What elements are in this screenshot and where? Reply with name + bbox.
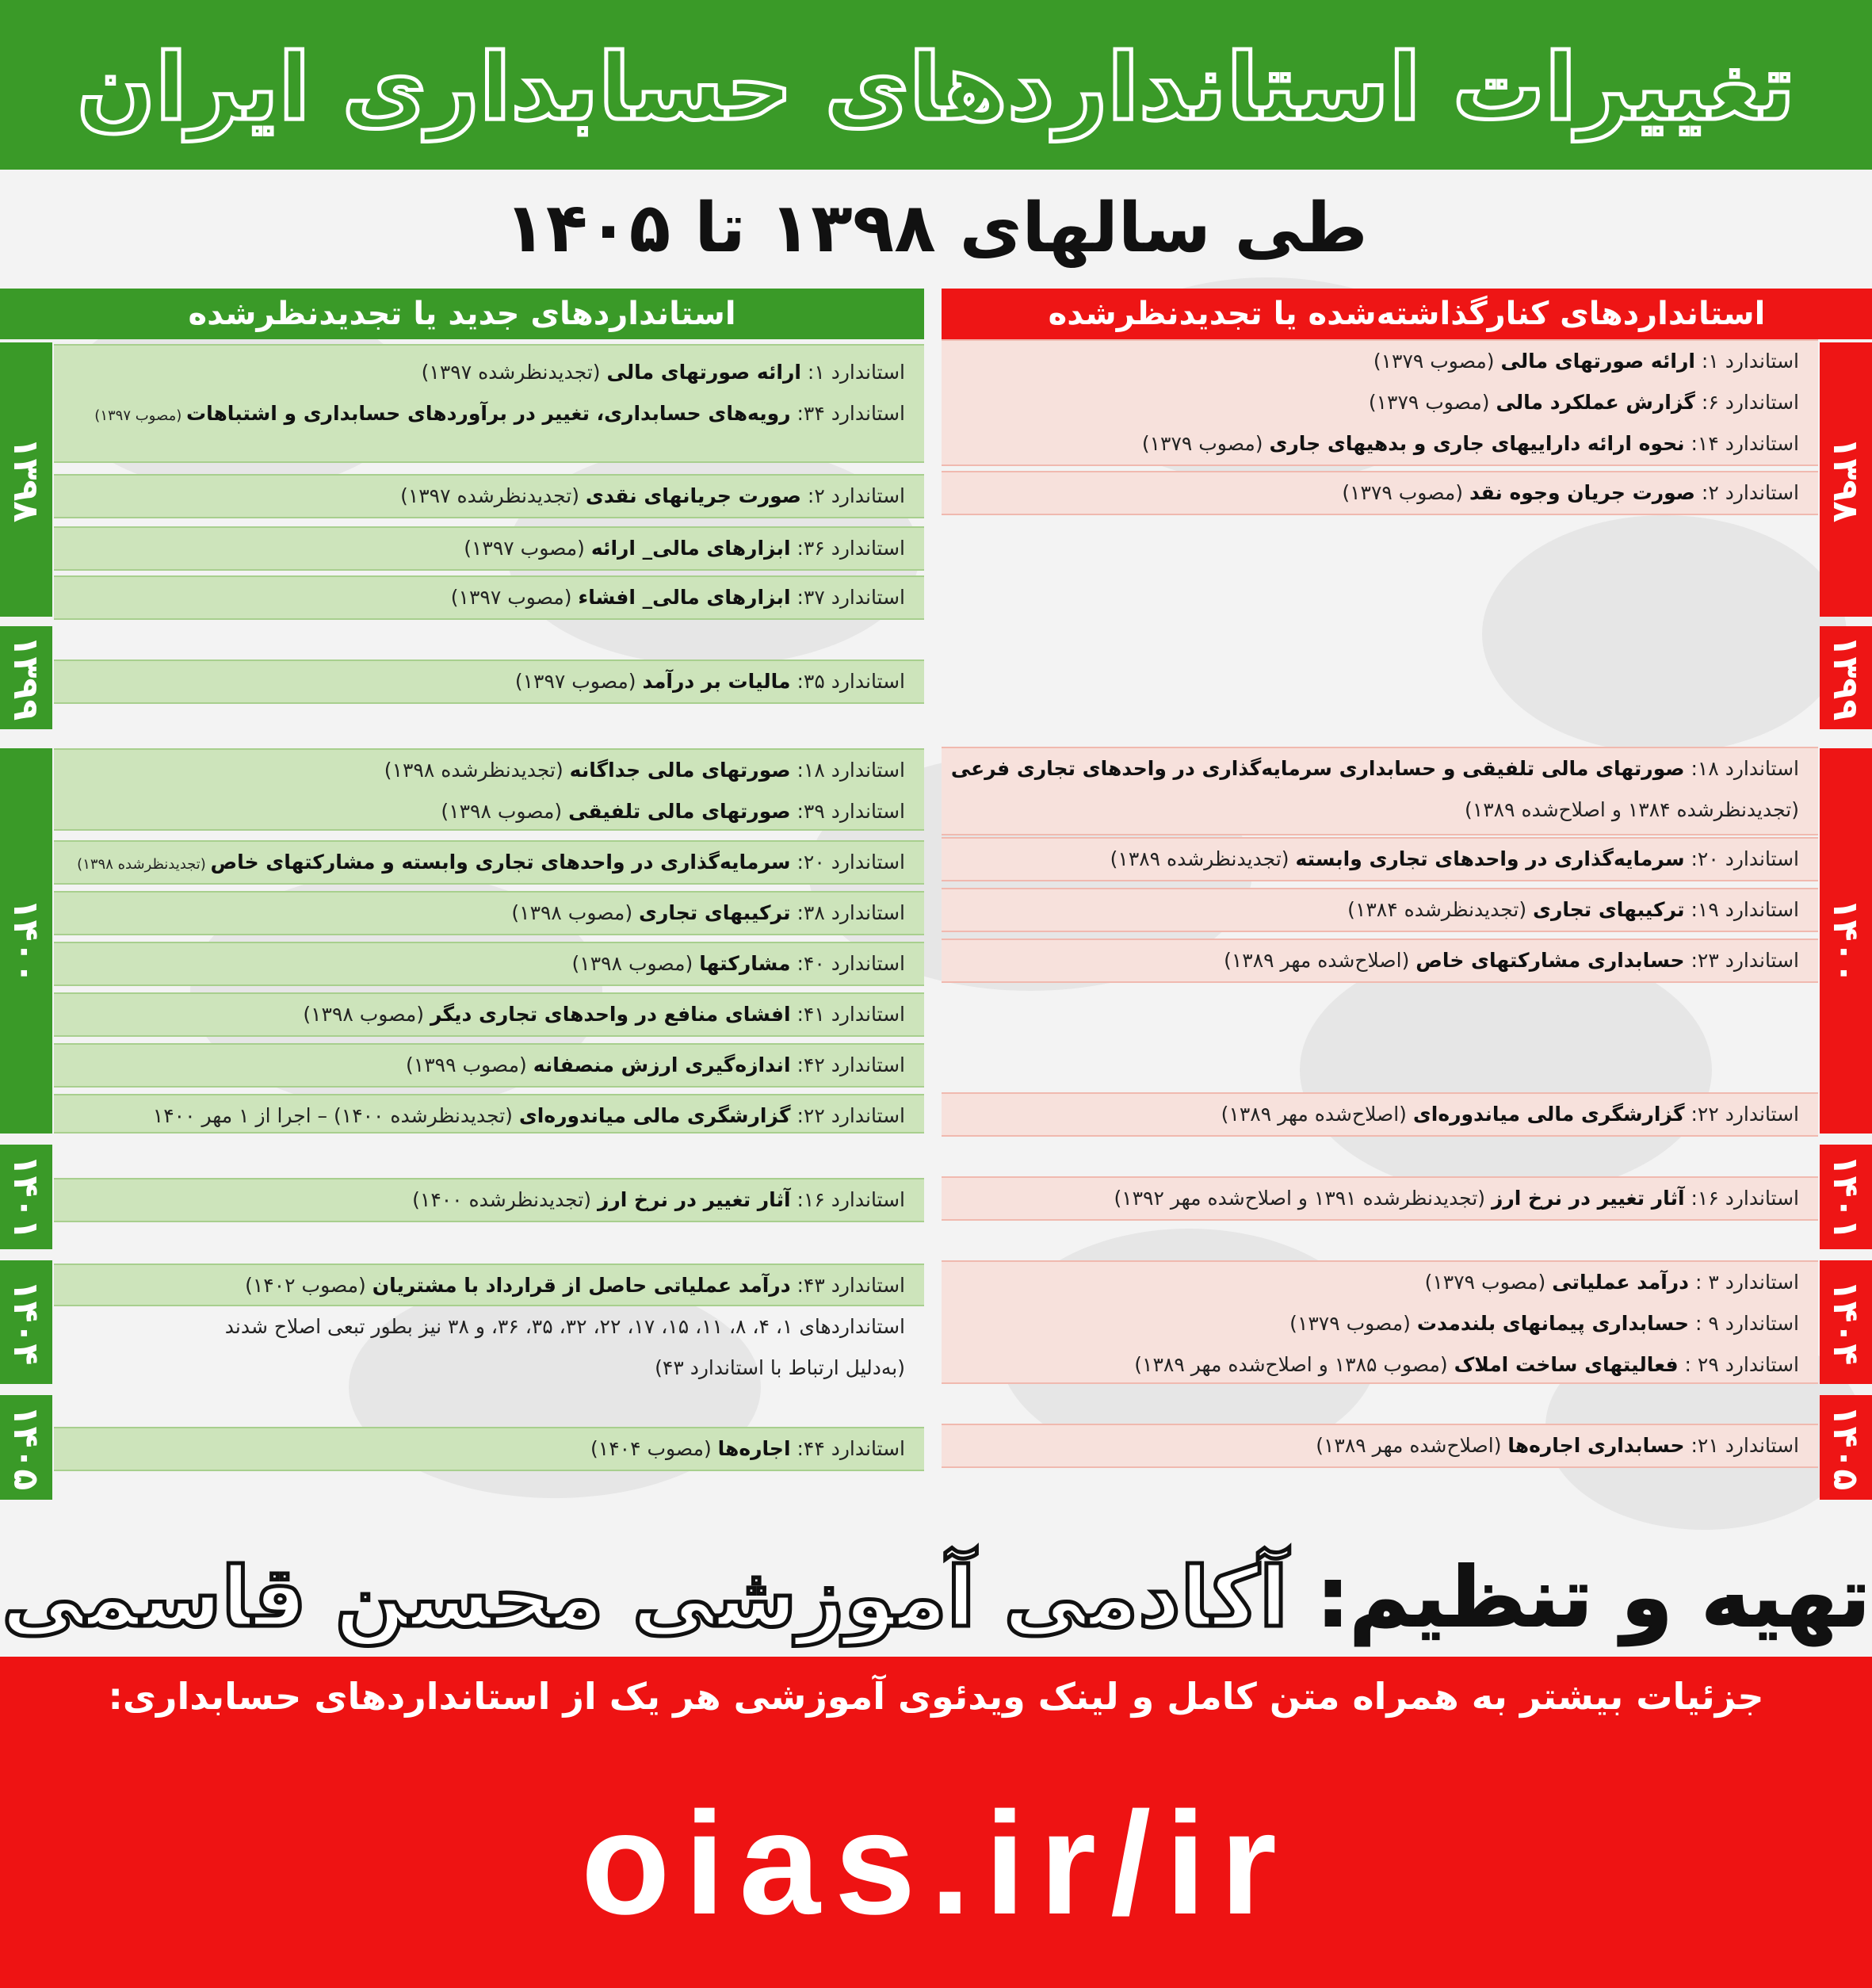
- standard-title: صورتهای مالی تلفیقی: [568, 800, 791, 823]
- standard-text: (مصوب ۱۳۹۹): [406, 1053, 533, 1076]
- standard-line: [942, 789, 1799, 831]
- standard-text: استاندارد ۳۶:: [790, 537, 905, 560]
- standard-line: [54, 577, 905, 618]
- standard-text: (مصوب ۱۳۷۹): [1424, 1271, 1553, 1294]
- standard-text: استاندارد ۴۴:: [790, 1437, 905, 1460]
- old-standard-row: [942, 1092, 1818, 1137]
- old-standard-row: [942, 747, 1818, 835]
- old-standard-row: [942, 1424, 1818, 1468]
- year-tab-1404-new: ۱۴۰۴: [0, 1260, 52, 1384]
- new-standard-row: [54, 891, 924, 935]
- standard-title: حسابداری اجاره‌ها: [1507, 1434, 1685, 1457]
- standard-text: استاندارد ۲:: [1694, 481, 1799, 504]
- year-tab-1401-new: ۱۴۰۱: [0, 1145, 52, 1249]
- standard-title: مالیات بر درآمد: [642, 670, 791, 693]
- standard-title: فعالیتهای ساخت املاک: [1454, 1353, 1679, 1376]
- standard-title: رویه‌های حسابداری، تغییر در برآوردهای حسابداری و اشتباهات: [185, 402, 791, 425]
- standard-line: [54, 893, 905, 934]
- new-standard-row: [54, 344, 924, 463]
- standard-text: استانداردهای ۱، ۴، ۸، ۱۱، ۱۵، ۱۷، ۲۲، ۳۲، ۳۵، ۳۶، و ۳۸ نیز بطور تبعی اصلاح شدند: [224, 1315, 905, 1338]
- new-standard-row: [54, 748, 924, 831]
- year-tab-1400-new: ۱۴۰۰: [0, 748, 52, 1134]
- standard-text: (مصوب ۱۳۷۹): [1368, 391, 1496, 414]
- year-tab-1399-old: ۱۳۹۹: [1820, 626, 1872, 729]
- standard-text: (مصوب ۱۳۷۹): [1289, 1312, 1417, 1335]
- standard-text: استاندارد ۳ :: [1689, 1271, 1799, 1294]
- standard-line: [942, 472, 1799, 514]
- standard-line: [942, 748, 1799, 789]
- standard-line: [54, 352, 905, 393]
- new-standard-row: [54, 659, 924, 704]
- standard-title: اندازه‌گیری ارزش منصفانه: [533, 1053, 791, 1076]
- standard-line: [942, 341, 1799, 382]
- standard-title: حسابداری مشارکتهای خاص: [1415, 949, 1685, 972]
- standard-line: [942, 423, 1799, 465]
- author-name: آکادمی آموزشی محسن قاسمی: [2, 1549, 1288, 1646]
- standard-line: [942, 940, 1799, 981]
- standard-line: [54, 1095, 905, 1137]
- new-standards-header: استانداردهای جدید یا تجدیدنظرشده: [0, 289, 924, 339]
- standard-title: صورتهای مالی جداگانه: [569, 759, 791, 782]
- standard-text: استاندارد ۱۸:: [790, 759, 905, 782]
- standard-text: (مصوب ۱۳۸۵ و اصلاح‌شده مهر ۱۳۸۹): [1134, 1353, 1454, 1376]
- new-standard-row: [54, 575, 924, 620]
- standard-text: (مصوب ۱۴۰۴): [590, 1437, 718, 1460]
- standard-text: (مصوب ۱۳۹۸): [441, 800, 569, 823]
- year-tab-1398-new: ۱۳۹۸: [0, 342, 52, 617]
- standard-text: استاندارد ۴۳:: [790, 1274, 905, 1297]
- standard-text: (مصوب ۱۳۷۹): [1373, 350, 1501, 373]
- standard-line: [54, 943, 905, 984]
- standard-text: استاندارد ۲۹ :: [1678, 1353, 1799, 1376]
- standard-line: [54, 1348, 905, 1389]
- standard-title: نحوه ارائه داراییهای جاری و بدهیهای جاری: [1269, 432, 1685, 455]
- standard-title: حسابداری پیمانهای بلندمدت: [1416, 1312, 1689, 1335]
- standard-text: استاندارد ۱:: [800, 361, 905, 384]
- year-tab-1400-old: ۱۴۰۰: [1820, 748, 1872, 1134]
- standard-title: گزارشگری مالی میاندوره‌ای: [518, 1104, 791, 1127]
- standard-title: صورت جریان وجوه نقد: [1469, 481, 1695, 504]
- standard-text: استاندارد ۲۳:: [1684, 949, 1799, 972]
- standard-title: افشای منافع در واحدهای تجاری دیگر: [430, 1003, 791, 1026]
- standard-title: ارائه صورتهای مالی: [606, 361, 801, 384]
- old-standard-row: [942, 1176, 1818, 1221]
- standard-text: استاندارد ۳۹:: [790, 800, 905, 823]
- standard-line: [54, 476, 905, 517]
- standard-text: (اصلاح‌شده مهر ۱۳۸۹): [1316, 1434, 1508, 1457]
- standard-text: (مصوب ۱۳۹۷): [514, 670, 643, 693]
- standard-text: (تجدیدنظرشده ۱۳۸۹): [1110, 847, 1296, 870]
- standard-text: استاندارد ۲۰:: [1684, 847, 1799, 870]
- standard-line: [942, 1262, 1799, 1303]
- standard-text: (تجدیدنظرشده ۱۳۸۴ و اصلاح‌شده ۱۳۸۹): [1465, 798, 1799, 821]
- old-standard-row: [942, 471, 1818, 515]
- standard-title: اجاره‌ها: [717, 1437, 791, 1460]
- new-standard-row: [54, 1094, 924, 1134]
- page-subtitle: طی سالهای ۱۳۹۸ تا ۱۴۰۵: [504, 189, 1368, 268]
- standard-text: استاندارد ۱۶:: [790, 1188, 905, 1211]
- standard-title: مشارکتها: [699, 952, 791, 975]
- standard-title: سرمایه‌گذاری در واحدهای تجاری وابسته: [1295, 847, 1685, 870]
- standard-text: (تجدیدنظرشده ۱۴۰۰) – اجرا از ۱ مهر ۱۴۰۰: [152, 1104, 519, 1127]
- new-standard-row: [54, 1043, 924, 1088]
- new-standard-row: [54, 942, 924, 986]
- standard-text: (مصوب ۱۳۹۷): [464, 537, 591, 560]
- standard-title: درآمد عملیاتی: [1552, 1271, 1689, 1294]
- standard-text: (تجدیدنظرشده ۱۳۹۸): [384, 759, 570, 782]
- standard-line: [942, 1178, 1799, 1219]
- standard-line: [942, 1303, 1799, 1344]
- standard-text: (مصوب ۱۴۰۲): [245, 1274, 372, 1297]
- standard-text: (به‌دلیل ارتباط با استاندارد ۴۳): [655, 1356, 905, 1379]
- standard-text: (اصلاح‌شده مهر ۱۳۸۹): [1221, 1103, 1413, 1126]
- standard-line: [942, 1094, 1799, 1135]
- new-standard-row: [54, 1178, 924, 1222]
- new-standard-row: [54, 1264, 924, 1306]
- page-title: تغییرات استانداردهای حسابداری ایران: [77, 33, 1795, 141]
- standard-text: استاندارد ۱۶:: [1684, 1187, 1799, 1210]
- standard-line: [54, 1045, 905, 1086]
- year-tab-1404-old: ۱۴۰۴: [1820, 1260, 1872, 1384]
- standard-line: [942, 889, 1799, 931]
- old-standards-header: استانداردهای کنارگذاشته‌شده یا تجدیدنظرشده: [942, 289, 1872, 339]
- standard-text: استاندارد ۱۴:: [1684, 432, 1799, 455]
- standard-text: (تجدیدنظرشده ۱۳۸۴): [1347, 898, 1534, 921]
- standard-text: (تجدیدنظرشده ۱۴۰۰): [412, 1188, 598, 1211]
- standard-status: (مصوب ۱۳۹۷): [94, 407, 186, 424]
- standard-line: [54, 528, 905, 569]
- title-banner: [0, 0, 1872, 170]
- standard-text: استاندارد ۲۲:: [790, 1104, 905, 1127]
- old-standard-row: [942, 1260, 1818, 1384]
- standard-text: استاندارد ۶:: [1694, 391, 1799, 414]
- standard-text: استاندارد ۴۱:: [790, 1003, 905, 1026]
- old-standard-row: [942, 837, 1818, 881]
- standard-line: [942, 1344, 1799, 1386]
- standard-text: استاندارد ۹ :: [1689, 1312, 1799, 1335]
- standard-text: استاندارد ۳۵:: [790, 670, 905, 693]
- standard-line: [54, 842, 905, 883]
- standard-title: ارائه صورتهای مالی: [1500, 350, 1695, 373]
- standard-text: استاندارد ۱۸:: [1684, 757, 1799, 780]
- author-line: [0, 1538, 1872, 1657]
- year-tab-1405-new: ۱۴۰۵: [0, 1395, 52, 1500]
- standard-text: (مصوب ۱۳۹۸): [511, 901, 640, 924]
- standard-title: صورتهای مالی تلفیقی و حسابداری سرمایه‌گذاری در واحدهای تجاری فرعی: [950, 757, 1685, 780]
- standard-title: درآمد عملیاتی حاصل از قرارداد با مشتریان: [372, 1274, 791, 1297]
- standard-text: استاندارد ۴۰:: [790, 952, 905, 975]
- standard-text: (مصوب ۱۳۹۸): [303, 1003, 430, 1026]
- year-tab-1401-old: ۱۴۰۱: [1820, 1145, 1872, 1249]
- year-tab-1399-new: ۱۳۹۹: [0, 626, 52, 729]
- author-prefix: تهیه و تنظیم:: [1316, 1549, 1870, 1646]
- new-standard-row: [54, 840, 924, 885]
- standard-text: (تجدیدنظرشده ۱۳۹۷): [400, 484, 586, 507]
- standard-status: (تجدیدنظرشده ۱۳۹۸): [77, 856, 211, 873]
- standard-title: صورت جریانهای نقدی: [585, 484, 801, 507]
- standard-title: ابزارهای مالی_ ارائه: [590, 537, 791, 560]
- standard-text: استاندارد ۴۲:: [790, 1053, 905, 1076]
- standard-text: (مصوب ۱۳۹۸): [571, 952, 700, 975]
- year-tab-1398-old: ۱۳۹۸: [1820, 342, 1872, 617]
- standard-line: [942, 839, 1799, 880]
- standard-text: استاندارد ۲۲:: [1684, 1103, 1799, 1126]
- new-standard-note: [54, 1306, 924, 1386]
- standard-line: [54, 661, 905, 702]
- standard-text: استاندارد ۲۰:: [790, 851, 905, 874]
- standard-text: استاندارد ۳۷:: [790, 586, 905, 609]
- website-link[interactable]: oias.ir/ir: [581, 1781, 1291, 1944]
- standard-title: آثار تغییر در نرخ ارز: [1491, 1187, 1685, 1210]
- standard-title: گزارشگری مالی میاندوره‌ای: [1412, 1103, 1685, 1126]
- standard-line: [942, 382, 1799, 423]
- new-standard-row: [54, 1427, 924, 1471]
- standard-line: [54, 750, 905, 791]
- standard-line: [942, 1425, 1799, 1466]
- standard-line: [54, 1306, 905, 1348]
- standard-text: (تجدیدنظرشده ۱۳۹۷): [421, 361, 607, 384]
- standard-text: استاندارد ۳۴:: [790, 402, 905, 425]
- new-standard-row: [54, 992, 924, 1037]
- standard-line: [54, 791, 905, 832]
- standard-text: (مصوب ۱۳۷۹): [1141, 432, 1270, 455]
- standard-text: استاندارد ۱:: [1694, 350, 1799, 373]
- standard-text: استاندارد ۳۸:: [790, 901, 905, 924]
- old-standard-row: [942, 339, 1818, 466]
- new-standard-row: [54, 474, 924, 518]
- old-standard-row: [942, 939, 1818, 983]
- standard-line: [54, 393, 905, 434]
- standard-text: استاندارد ۱۹:: [1684, 898, 1799, 921]
- standard-text: (مصوب ۱۳۹۷): [450, 586, 579, 609]
- standard-title: سرمایه‌گذاری در واحدهای تجاری وابسته و مشارکتهای خاص: [210, 851, 791, 874]
- standard-line: [54, 1428, 905, 1470]
- standard-title: گزارش عملکرد مالی: [1496, 391, 1695, 414]
- new-standard-row: [54, 526, 924, 571]
- standard-title: ترکیبهای تجاری: [1533, 898, 1685, 921]
- standard-text: استاندارد ۲۱:: [1684, 1434, 1799, 1457]
- standard-title: ابزارهای مالی_ افشاء: [578, 586, 791, 609]
- standard-text: (اصلاح‌شده مهر ۱۳۸۹): [1224, 949, 1416, 972]
- standard-text: استاندارد ۲:: [800, 484, 905, 507]
- standard-title: ترکیبهای تجاری: [639, 901, 791, 924]
- standard-line: [54, 1265, 905, 1306]
- year-tab-1405-old: ۱۴۰۵: [1820, 1395, 1872, 1500]
- standard-text: (تجدیدنظرشده ۱۳۹۱ و اصلاح‌شده مهر ۱۳۹۲): [1114, 1187, 1492, 1210]
- standard-title: آثار تغییر در نرخ ارز: [597, 1188, 791, 1211]
- footer-details: جزئیات بیشتر به همراه متن کامل و لینک ویدئوی آموزشی هر یک از استانداردهای حسابداری:: [108, 1675, 1764, 1718]
- old-standard-row: [942, 888, 1818, 932]
- standard-line: [54, 994, 905, 1035]
- standard-line: [54, 1179, 905, 1221]
- standard-text: (مصوب ۱۳۷۹): [1342, 481, 1469, 504]
